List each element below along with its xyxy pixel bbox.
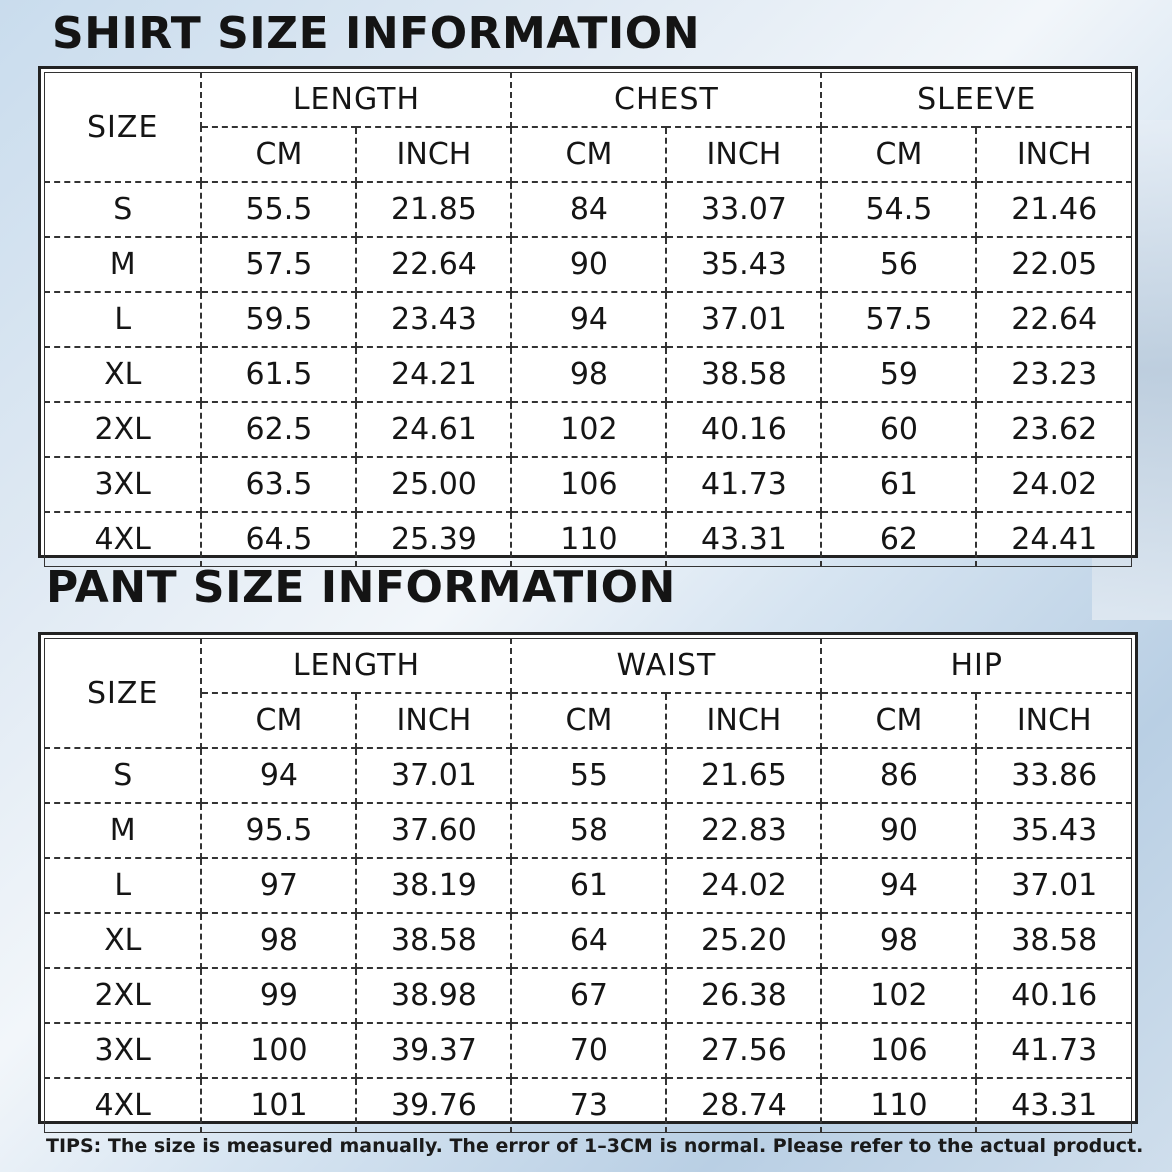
shirt-size-row xyxy=(45,292,1132,347)
pant-measurement-cell: 58 xyxy=(511,803,666,858)
pant-measurement-cell: 35.43 xyxy=(976,803,1131,858)
pant-measurement-cell: 70 xyxy=(511,1023,666,1078)
shirt-measurement-cell: 90 xyxy=(511,237,666,292)
pant-measurement-cell: 39.76 xyxy=(356,1078,511,1133)
pant-measurement-cell: 25.20 xyxy=(666,913,821,968)
shirt-unit-header-row xyxy=(45,127,1132,182)
shirt-measurement-cell: 106 xyxy=(511,457,666,512)
pant-measurement-cell: 43.31 xyxy=(976,1078,1131,1133)
shirt-size-row xyxy=(45,237,1132,292)
pant-measurement-cell: 40.16 xyxy=(976,968,1131,1023)
pant-measurement-cell: 95.5 xyxy=(201,803,356,858)
pant-unit-header-row xyxy=(45,693,1132,748)
pant-unit-header: INCH xyxy=(356,693,511,748)
pant-measurement-cell: 73 xyxy=(511,1078,666,1133)
pant-measurement-cell: 94 xyxy=(821,858,976,913)
pant-size-row xyxy=(45,913,1132,968)
pant-measurement-cell: 64 xyxy=(511,913,666,968)
shirt-measurement-cell: 22.64 xyxy=(976,292,1131,347)
shirt-unit-header: CM xyxy=(511,127,666,182)
shirt-table-body xyxy=(45,182,1132,567)
pant-measurement-cell: 27.56 xyxy=(666,1023,821,1078)
shirt-measurement-cell: 94 xyxy=(511,292,666,347)
pant-measurement-cell: 98 xyxy=(201,913,356,968)
shirt-measurement-cell: 98 xyxy=(511,347,666,402)
pant-measurement-cell: 38.98 xyxy=(356,968,511,1023)
pant-size-label: 2XL xyxy=(45,968,202,1023)
shirt-measurement-cell: 38.58 xyxy=(666,347,821,402)
shirt-measurement-cell: 24.41 xyxy=(976,512,1131,567)
pant-measurement-cell: 37.60 xyxy=(356,803,511,858)
pant-unit-header: CM xyxy=(511,693,666,748)
pant-unit-header: CM xyxy=(821,693,976,748)
shirt-unit-header: INCH xyxy=(666,127,821,182)
tips-note: TIPS: The size is measured manually. The error of 1–3CM is normal. Please refer to the actual product. xyxy=(46,1135,1144,1157)
shirt-measurement-cell: 63.5 xyxy=(201,457,356,512)
pant-measurement-cell: 61 xyxy=(511,858,666,913)
shirt-measurement-cell: 62 xyxy=(821,512,976,567)
pant-measurement-cell: 106 xyxy=(821,1023,976,1078)
pant-size-label: 4XL xyxy=(45,1078,202,1133)
pant-measurement-cell: 102 xyxy=(821,968,976,1023)
shirt-measurement-cell: 25.39 xyxy=(356,512,511,567)
shirt-size-label: M xyxy=(45,237,202,292)
shirt-size-label: 2XL xyxy=(45,402,202,457)
pant-measurement-cell: 98 xyxy=(821,913,976,968)
shirt-measurement-cell: 23.23 xyxy=(976,347,1131,402)
pant-measurement-cell: 94 xyxy=(201,748,356,803)
shirt-size-header: SIZE xyxy=(45,73,202,183)
pant-measurement-cell: 100 xyxy=(201,1023,356,1078)
pant-hip-header: HIP xyxy=(821,639,1131,694)
shirt-size-row xyxy=(45,347,1132,402)
pant-measurement-cell: 97 xyxy=(201,858,356,913)
shirt-size-table xyxy=(44,72,1132,567)
pant-measurement-cell: 99 xyxy=(201,968,356,1023)
pant-group-header-row xyxy=(45,639,1132,694)
shirt-size-title: SHIRT SIZE INFORMATION xyxy=(52,8,701,59)
pant-measurement-cell: 22.83 xyxy=(666,803,821,858)
pant-size-label: XL xyxy=(45,913,202,968)
shirt-size-row xyxy=(45,512,1132,567)
pant-size-row xyxy=(45,748,1132,803)
pant-measurement-cell: 55 xyxy=(511,748,666,803)
shirt-measurement-cell: 22.05 xyxy=(976,237,1131,292)
pant-table-body xyxy=(45,748,1132,1133)
shirt-size-label: 3XL xyxy=(45,457,202,512)
pant-size-label: S xyxy=(45,748,202,803)
pant-measurement-cell: 26.38 xyxy=(666,968,821,1023)
shirt-unit-header: CM xyxy=(821,127,976,182)
pant-measurement-cell: 28.74 xyxy=(666,1078,821,1133)
shirt-size-table-frame xyxy=(38,66,1138,558)
shirt-measurement-cell: 43.31 xyxy=(666,512,821,567)
pant-size-row xyxy=(45,1023,1132,1078)
pant-size-table xyxy=(44,638,1132,1133)
shirt-measurement-cell: 24.61 xyxy=(356,402,511,457)
shirt-measurement-cell: 22.64 xyxy=(356,237,511,292)
shirt-measurement-cell: 24.21 xyxy=(356,347,511,402)
shirt-measurement-cell: 110 xyxy=(511,512,666,567)
shirt-measurement-cell: 59.5 xyxy=(201,292,356,347)
pant-measurement-cell: 21.65 xyxy=(666,748,821,803)
shirt-measurement-cell: 57.5 xyxy=(821,292,976,347)
shirt-size-label: S xyxy=(45,182,202,237)
pant-size-header: SIZE xyxy=(45,639,202,749)
shirt-measurement-cell: 57.5 xyxy=(201,237,356,292)
pant-size-row xyxy=(45,803,1132,858)
shirt-unit-header: INCH xyxy=(976,127,1131,182)
pant-unit-header: INCH xyxy=(976,693,1131,748)
shirt-measurement-cell: 54.5 xyxy=(821,182,976,237)
pant-size-label: L xyxy=(45,858,202,913)
pant-measurement-cell: 67 xyxy=(511,968,666,1023)
pant-size-label: 3XL xyxy=(45,1023,202,1078)
shirt-size-row xyxy=(45,182,1132,237)
pant-measurement-cell: 101 xyxy=(201,1078,356,1133)
shirt-measurement-cell: 24.02 xyxy=(976,457,1131,512)
pant-measurement-cell: 38.58 xyxy=(356,913,511,968)
shirt-measurement-cell: 33.07 xyxy=(666,182,821,237)
pant-size-row xyxy=(45,968,1132,1023)
pant-size-label: M xyxy=(45,803,202,858)
pant-size-row xyxy=(45,1078,1132,1133)
pant-measurement-cell: 90 xyxy=(821,803,976,858)
pant-size-table-frame xyxy=(38,632,1138,1124)
pant-measurement-cell: 37.01 xyxy=(976,858,1131,913)
shirt-measurement-cell: 60 xyxy=(821,402,976,457)
shirt-size-label: XL xyxy=(45,347,202,402)
shirt-measurement-cell: 37.01 xyxy=(666,292,821,347)
pant-length-header: LENGTH xyxy=(201,639,511,694)
shirt-measurement-cell: 23.43 xyxy=(356,292,511,347)
shirt-measurement-cell: 41.73 xyxy=(666,457,821,512)
shirt-unit-header: INCH xyxy=(356,127,511,182)
shirt-measurement-cell: 55.5 xyxy=(201,182,356,237)
shirt-measurement-cell: 23.62 xyxy=(976,402,1131,457)
shirt-length-header: LENGTH xyxy=(201,73,511,128)
pant-measurement-cell: 33.86 xyxy=(976,748,1131,803)
shirt-measurement-cell: 61.5 xyxy=(201,347,356,402)
pant-measurement-cell: 39.37 xyxy=(356,1023,511,1078)
pant-unit-header: INCH xyxy=(666,693,821,748)
shirt-measurement-cell: 102 xyxy=(511,402,666,457)
shirt-measurement-cell: 64.5 xyxy=(201,512,356,567)
shirt-measurement-cell: 35.43 xyxy=(666,237,821,292)
shirt-measurement-cell: 61 xyxy=(821,457,976,512)
pant-measurement-cell: 37.01 xyxy=(356,748,511,803)
shirt-measurement-cell: 59 xyxy=(821,347,976,402)
pant-unit-header: CM xyxy=(201,693,356,748)
shirt-measurement-cell: 21.85 xyxy=(356,182,511,237)
shirt-size-label: L xyxy=(45,292,202,347)
shirt-size-label: 4XL xyxy=(45,512,202,567)
shirt-unit-header: CM xyxy=(201,127,356,182)
pant-size-title: PANT SIZE INFORMATION xyxy=(46,562,676,613)
shirt-chest-header: CHEST xyxy=(511,73,821,128)
shirt-sleeve-header: SLEEVE xyxy=(821,73,1131,128)
pant-measurement-cell: 38.58 xyxy=(976,913,1131,968)
pant-waist-header: WAIST xyxy=(511,639,821,694)
shirt-measurement-cell: 56 xyxy=(821,237,976,292)
shirt-measurement-cell: 62.5 xyxy=(201,402,356,457)
shirt-measurement-cell: 84 xyxy=(511,182,666,237)
shirt-group-header-row xyxy=(45,73,1132,128)
shirt-measurement-cell: 25.00 xyxy=(356,457,511,512)
pant-measurement-cell: 41.73 xyxy=(976,1023,1131,1078)
pant-measurement-cell: 86 xyxy=(821,748,976,803)
shirt-measurement-cell: 21.46 xyxy=(976,182,1131,237)
pant-size-row xyxy=(45,858,1132,913)
shirt-size-row xyxy=(45,457,1132,512)
pant-measurement-cell: 38.19 xyxy=(356,858,511,913)
shirt-size-row xyxy=(45,402,1132,457)
pant-measurement-cell: 24.02 xyxy=(666,858,821,913)
pant-measurement-cell: 110 xyxy=(821,1078,976,1133)
shirt-measurement-cell: 40.16 xyxy=(666,402,821,457)
